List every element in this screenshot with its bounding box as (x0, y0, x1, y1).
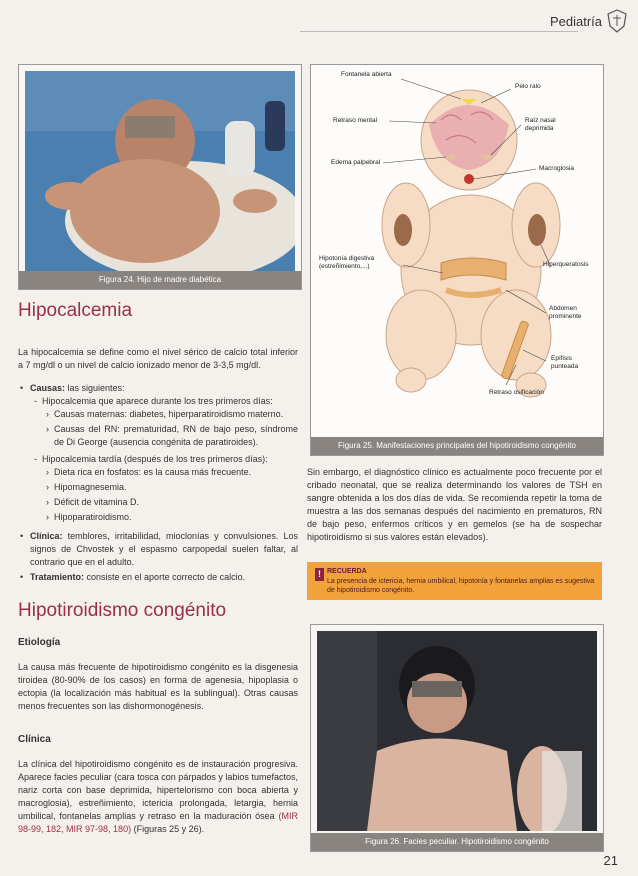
figure-24-caption: Figura 24. Hijo de madre diabética (19, 271, 301, 289)
label-edema: Edema palpebral (331, 159, 381, 166)
label-macroglosia: Macroglosia (539, 165, 575, 172)
hipocalcemia-section (18, 346, 298, 586)
list-item: › Déficit de vitamina D. (54, 496, 298, 509)
clinica-end: (Figuras 25 y 26). (131, 824, 205, 834)
label-epifisis: Epífisis punteada (551, 355, 579, 370)
crest-icon (604, 8, 630, 34)
recuerda-box (307, 562, 602, 600)
clinica-heading: Clínica (18, 734, 51, 745)
section-header: Pediatría (549, 14, 602, 29)
tardia-text: Hipocalcemia tardía (después de los tres primeros días): (42, 454, 268, 464)
recuerda-title: RECUERDA (327, 568, 367, 575)
label-retraso-osificacion: Retraso osificación (489, 389, 544, 396)
label-hipotonia: Hipotonía digestiva (estreñimiento,...) (319, 255, 375, 270)
hipocalcemia-list (18, 382, 298, 584)
list-item: › Hipoparatiroidismo. (54, 511, 298, 524)
label-raiz-nasal: Raíz nasal deprimida (525, 117, 556, 132)
header-rule (300, 31, 578, 32)
list-item: › Hipomagnesemia. (54, 481, 298, 494)
hipotiroidismo-heading: Hipotiroidismo congénito (18, 600, 227, 621)
alert-icon: ! (315, 568, 324, 581)
diagnostico-paragraph: Sin embargo, el diagnóstico clínico es actualmente poco frecuente por el cribado neonatal, que se realiza determinando los valores de TSH en sangre obtenida a los dos días de vida. Se recomienda repetir la toma de muestra a las dos semanas después del nacimiento en prematuros, RN de bajo peso, enfermos críticos y en gemelos (se ha de sospechar hipotiroidismo si sus valores están elevados). (307, 467, 602, 542)
list-item (30, 530, 298, 569)
label-abdomen: Abdomen prominente (549, 305, 582, 320)
mir-references: (MIR 98-99, 182, MIR 97-98, 180) (18, 811, 298, 834)
tratamiento-label: Tratamiento: (30, 572, 85, 582)
label-hiperqueratosis: Hiperqueratosis (543, 261, 589, 268)
figure-25 (310, 64, 604, 456)
list-item (30, 382, 298, 524)
list-item (30, 571, 298, 584)
clinica-paragraph (18, 758, 298, 836)
list-item: › Dieta rica en fosfatos: es la causa más frecuente. (54, 466, 298, 479)
clinica-text: temblores, irritabilidad, mioclonías y convulsiones. Los signos de Chvostek y el espasmo carpopedal suelen faltar, al contrario que en el adulto. (30, 531, 298, 567)
figure-26 (310, 624, 604, 852)
clinica-label: Clínica: (30, 531, 63, 541)
hipocalcemia-heading: Hipocalcemia (18, 300, 133, 321)
figure-25-caption: Figura 25. Manifestaciones principales del hipotiroidismo congénito (311, 437, 603, 455)
label-pelo: Pelo ralo (515, 83, 541, 90)
causas-text: las siguientes: (65, 383, 125, 393)
figure-24 (18, 64, 302, 290)
list-item (42, 453, 298, 524)
child-photo (317, 631, 597, 831)
causas-label: Causas: (30, 383, 66, 393)
clinica-body: La clínica del hipotiroidismo congénito es de instauración progresiva. Aparece facies peculiar (cara tosca con párpados y labios tumefactos, nariz corta con base deprimida, hipertelorismo con boca abierta y macroglosia), estreñimiento, ictericia prolongada, letargia, hernia umbilical, fontanelas amplias y retraso en la maduración ósea (18, 759, 298, 821)
list-item: › Causas del RN: prematuridad, RN de bajo peso, síndrome de Di George (ausencia congénita de paratiroides). (54, 423, 298, 449)
hipotiroidismo-section (18, 636, 298, 836)
label-fontanela: Fontanela abierta (341, 71, 392, 78)
baby-photo (25, 71, 295, 271)
tratamiento-text: consiste en el aporte correcto de calcio. (84, 572, 246, 582)
precoz-text: Hipocalcemia que aparece durante los tres primeros días: (42, 396, 273, 406)
list-item (42, 395, 298, 449)
etiologia-heading: Etiología (18, 637, 61, 648)
figure-26-caption: Figura 26. Facies peculiar. Hipotiroidismo congénito (311, 833, 603, 851)
list-item: › Causas maternas: diabetes, hiperparatiroidismo materno. (54, 408, 298, 421)
etiologia-text: La causa más frecuente de hipotiroidismo congénito es la disgenesia tiroidea (80-90% de los casos) en forma de agenesia, hipoplasia o ectopia (la localización más habitual es la sublingual). Otras causas menos frecuentes son las dishormonogénesis. (18, 662, 298, 711)
hipocalcemia-intro: La hipocalcemia se define como el nivel sérico de calcio total inferior a 7 mg/dl o un nivel de calcio ionizado menor de 3-3,5 mg/dl. (18, 347, 298, 370)
recuerda-text: La presencia de ictericia, hernia umbilical, hipotonía y fontanelas amplias es sugestiva de hipotiroidismo congénito. (327, 578, 595, 594)
page-number: 21 (603, 853, 618, 868)
label-retraso-mental: Retraso mental (333, 117, 378, 124)
